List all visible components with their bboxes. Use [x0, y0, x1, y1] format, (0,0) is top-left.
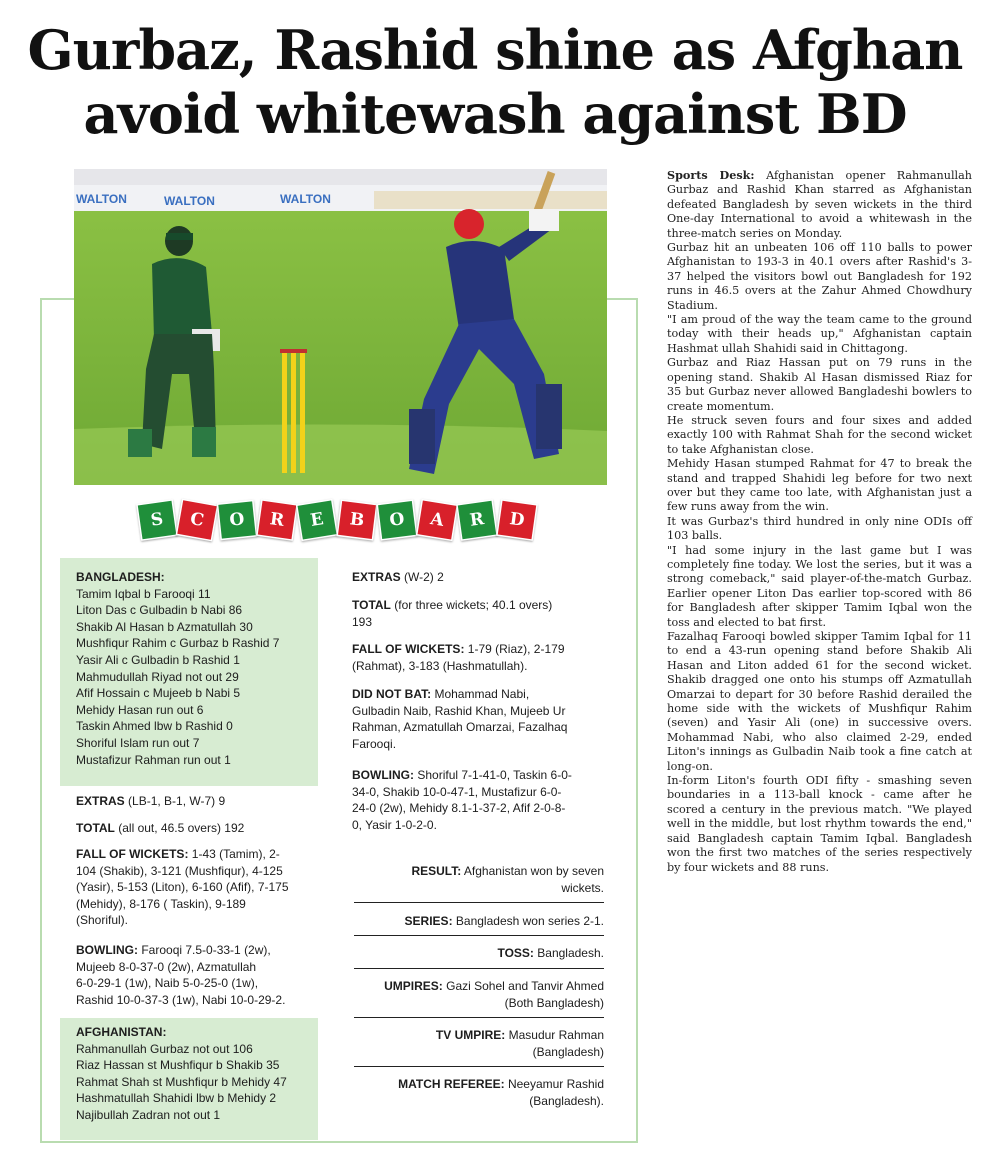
fow-text: (Mehidy), 8-176 ( Taskin), 9-189: [76, 896, 246, 911]
article-paragraph: He struck seven fours and four sixes and added exactly 100 with Rahmat Shah for the second wicket to take Afghanistan close.: [667, 413, 972, 456]
scoreboard-letter: C: [177, 500, 216, 539]
afghanistan-fall-of-wickets: [352, 641, 565, 674]
referee-text: (Bangladesh).: [529, 1094, 604, 1108]
series-info: [405, 913, 604, 930]
afghanistan-bowling: [352, 767, 572, 833]
article-paragraph: Mehidy Hasan stumped Rahmat for 47 to break the stand and trapped Shahidi leg before for two next over but they came too late, with Afghanistan just a few runs away from the win.: [667, 457, 972, 514]
divider: [354, 1066, 604, 1067]
total-value: (all out, 46.5 overs) 192: [118, 821, 245, 835]
tv-umpire-text: Masudur Rahman: [508, 1028, 604, 1042]
umpires-label: UMPIRES:: [384, 979, 443, 993]
bowling-text: 0, Yasir 1-0-2-0.: [352, 817, 437, 832]
extras-value: (LB-1, B-1, W-7) 9: [128, 794, 226, 808]
series-text: Bangladesh won series 2-1.: [455, 914, 604, 928]
article-body: [667, 168, 972, 875]
fow-text: (Yasir), 5-153 (Liton), 6-160 (Afif), 7-175: [76, 880, 289, 895]
dnb-text: Farooqi.: [352, 736, 397, 751]
batting-line: Rahmat Shah st Mushfiqur b Mehidy 47: [76, 1074, 287, 1089]
bowling-text: Shoriful 7-1-41-0, Taskin 6-0-: [417, 768, 572, 782]
scoreboard-letter: D: [498, 501, 536, 539]
umpires-text: (Both Bangladesh): [504, 996, 604, 1010]
batting-line: Rahmanullah Gurbaz not out 106: [76, 1041, 253, 1056]
tv-umpire-text: (Bangladesh): [532, 1045, 604, 1059]
fow-label: FALL OF WICKETS:: [76, 847, 189, 861]
match-photo: [74, 169, 607, 485]
toss-text: Bangladesh.: [537, 946, 604, 960]
bangladesh-extras: [76, 793, 225, 810]
bangladesh-innings: [76, 569, 279, 768]
afghanistan-total: [352, 597, 552, 630]
scoreboard-label: [136, 503, 546, 545]
umpires-text: Gazi Sohel and Tanvir Ahmed: [446, 979, 604, 993]
bowling-text: 24-0 (2w), Mehidy 8.1-1-37-2, Afif 2-0-8-: [352, 801, 566, 816]
referee-label: MATCH REFEREE:: [398, 1077, 505, 1091]
fow-text: 104 (Shakib), 3-121 (Mushfiqur), 4-125: [76, 863, 283, 878]
board-text-2: WALTON: [164, 194, 215, 208]
bangladesh-fall-of-wickets: [76, 846, 289, 929]
tv-umpire-label: TV UMPIRE:: [435, 1028, 506, 1042]
batting-line: Yasir Ali c Gulbadin b Rashid 1: [76, 652, 240, 667]
referee-text: Neeyamur Rashid: [507, 1077, 604, 1091]
batting-line: Shakib Al Hasan b Azmatullah 30: [76, 619, 253, 634]
headline-line-2: avoid whitewash against BD: [83, 82, 907, 146]
divider: [354, 902, 604, 903]
afghanistan-innings: [76, 1024, 287, 1124]
article-paragraph: Fazalhaq Farooqi bowled skipper Tamim Iqbal for 11 to end a 43-run opening stand before Shakib Ali Hasan and Liton added 61 for the second wicket. Shakib dragged one onto his stumps off Azmatullah Omarzai to depart for 30 before Rashid derailed the home side with the wickets of Mushfiqur Rahim (seven) and Yasir Ali (one) in successive overs. Mohammad Nabi, who also claimed 2-29, ended Liton's innings as Gulbadin Naib took a fine catch at long-on.: [667, 630, 972, 773]
scoreboard-letter: B: [338, 501, 376, 539]
article-paragraph: In-form Liton's fourth ODI fifty - smashing seven boundaries in a 113-ball knock - came after he scored a century in the previous match. "We played well in the middle, but lost rhythm towards the end," said Bangladesh captain Tamim Iqbal. Bangladesh won the first two matches of the series respectively by four wickets and 88 runs.: [667, 774, 972, 874]
batting-line: Hashmatullah Shahidi lbw b Mehidy 2: [76, 1091, 277, 1106]
board-text-3: WALTON: [280, 192, 331, 206]
batting-line: Shoriful Islam run out 7: [76, 735, 200, 750]
batting-line: Afif Hossain c Mujeeb b Nabi 5: [76, 686, 241, 701]
bowling-text: Farooqi 7.5-0-33-1 (2w),: [141, 943, 271, 957]
scoreboard-letter: S: [138, 501, 176, 539]
result-text: Afghanistan won by seven: [463, 864, 604, 878]
batting-line: Riaz Hassan st Mushfiqur b Shakib 35: [76, 1058, 280, 1073]
afghanistan-extras: [352, 569, 444, 586]
batting-line: Mustafizur Rahman run out 1: [76, 752, 231, 767]
result-text: wickets.: [561, 881, 604, 895]
bangladesh-total: [76, 820, 244, 837]
board-text-1: WALTON: [76, 192, 127, 206]
paragraph-text: Afghanistan opener Rahmanullah Gurbaz and Rashid Khan starred as Afghanistan defeated Bangladesh by seven wickets in the third One-day International to avoid a whitewash in the three-match series on Monday.: [667, 169, 972, 240]
scoreboard-letter: O: [218, 501, 255, 538]
stumps: [280, 349, 307, 473]
dnb-text: Gulbadin Naib, Rashid Khan, Mujeeb Ur: [352, 703, 566, 718]
fow-text: 1-43 (Tamim), 2-: [191, 847, 280, 861]
article-paragraph: It was Gurbaz's third hundred in only nine ODIs off 103 balls.: [667, 514, 972, 543]
batting-line: Tamim Iqbal b Farooqi 11: [76, 586, 211, 601]
total-label: TOTAL: [352, 598, 391, 612]
extras-label: EXTRAS: [352, 570, 401, 584]
afghanistan-heading: AFGHANISTAN:: [76, 1025, 167, 1039]
dnb-text: Rahman, Azmatullah Omarzai, Fazalhaq: [352, 720, 568, 735]
batting-line: Mushfiqur Rahim c Gurbaz b Rashid 7: [76, 636, 280, 651]
bangladesh-heading: BANGLADESH:: [76, 570, 165, 584]
article-paragraph: "I am proud of the way the team came to the ground today with their heads up," Afghanistan captain Hashmat ullah Shahidi said in Chittagong.: [667, 313, 972, 355]
fow-text: (Shoriful).: [76, 913, 129, 928]
total-label: TOTAL: [76, 821, 115, 835]
extras-value: (W-2) 2: [404, 570, 444, 584]
fow-text: (Rahmat), 3-183 (Hashmatullah).: [352, 658, 528, 673]
article-dateline: Sports Desk:: [667, 168, 755, 182]
bowling-text: Mujeeb 8-0-37-0 (2w), Azmatullah: [76, 959, 257, 974]
headline-line-1: Gurbaz, Rashid shine as Afghan: [27, 18, 963, 82]
referee-info: [398, 1076, 604, 1110]
series-label: SERIES:: [404, 914, 453, 928]
scoreboard-letter: O: [378, 501, 416, 539]
bowling-text: 34-0, Shakib 10-0-47-1, Mustafizur 6-0-: [352, 784, 562, 799]
batting-line: Liton Das c Gulbadin b Nabi 86: [76, 603, 243, 618]
result-label: RESULT:: [411, 864, 462, 878]
total-value: (for three wickets; 40.1 overs): [394, 598, 553, 612]
total-value: 193: [352, 614, 373, 629]
bowling-text: 6-0-29-1 (1w), Naib 5-0-25-0 (1w),: [76, 976, 259, 991]
afghanistan-did-not-bat: [352, 686, 567, 752]
bangladesh-bowling: [76, 942, 285, 1008]
umpires-info: [384, 978, 604, 1012]
fow-label: FALL OF WICKETS:: [352, 642, 465, 656]
bowling-text: Rashid 10-0-37-3 (1w), Nabi 10-0-29-2.: [76, 992, 286, 1007]
batting-line: Taskin Ahmed lbw b Rashid 0: [76, 719, 233, 734]
batting-line: Mehidy Hasan run out 6: [76, 702, 204, 717]
result-info: [411, 863, 604, 897]
article-paragraph: [667, 168, 972, 241]
scoreboard-letter: R: [458, 501, 496, 539]
dnb-label: DID NOT BAT:: [352, 687, 432, 701]
article-paragraph: Gurbaz and Riaz Hassan put on 79 runs in the opening stand. Shakib Al Hasan dismissed Riaz for 35 but Gurbaz never allowed Bangladeshi bowlers to create momentum.: [667, 356, 972, 413]
article-paragraph: "I had some injury in the last game but I was completely fine today. We lost the series, but it was a strong comeback," said player-of-the-match Gurbaz. Earlier opener Liton Das earlier top-scored with 86 for Bangladesh after skipper Tamim Iqbal won the toss and elected to bat first.: [667, 543, 972, 629]
batting-line: Mahmudullah Riyad not out 29: [76, 669, 239, 684]
bowling-label: BOWLING:: [76, 943, 138, 957]
bowling-label: BOWLING:: [352, 768, 414, 782]
article-paragraph: Gurbaz hit an unbeaten 106 off 110 balls to power Afghanistan to 193-3 in 40.1 overs after Rashid's 3-37 helped the visitors bowl out Bangladesh for 192 runs in 46.5 overs at the Zahur Ahmed Chowdhury Stadium.: [667, 241, 972, 312]
scoreboard-letter: E: [298, 501, 337, 540]
scoreboard-letter: R: [258, 501, 296, 539]
dnb-text: Mohammad Nabi,: [434, 687, 530, 701]
toss-label: TOSS:: [497, 946, 534, 960]
batting-line: Najibullah Zadran not out 1: [76, 1107, 221, 1122]
divider: [354, 968, 604, 969]
headline: [0, 18, 990, 146]
tv-umpire-info: [436, 1027, 604, 1061]
scoreboard-letter: A: [418, 501, 457, 540]
fow-text: 1-79 (Riaz), 2-179: [467, 642, 565, 656]
extras-label: EXTRAS: [76, 794, 125, 808]
divider: [354, 935, 604, 936]
toss-info: [497, 945, 604, 962]
divider: [354, 1017, 604, 1018]
